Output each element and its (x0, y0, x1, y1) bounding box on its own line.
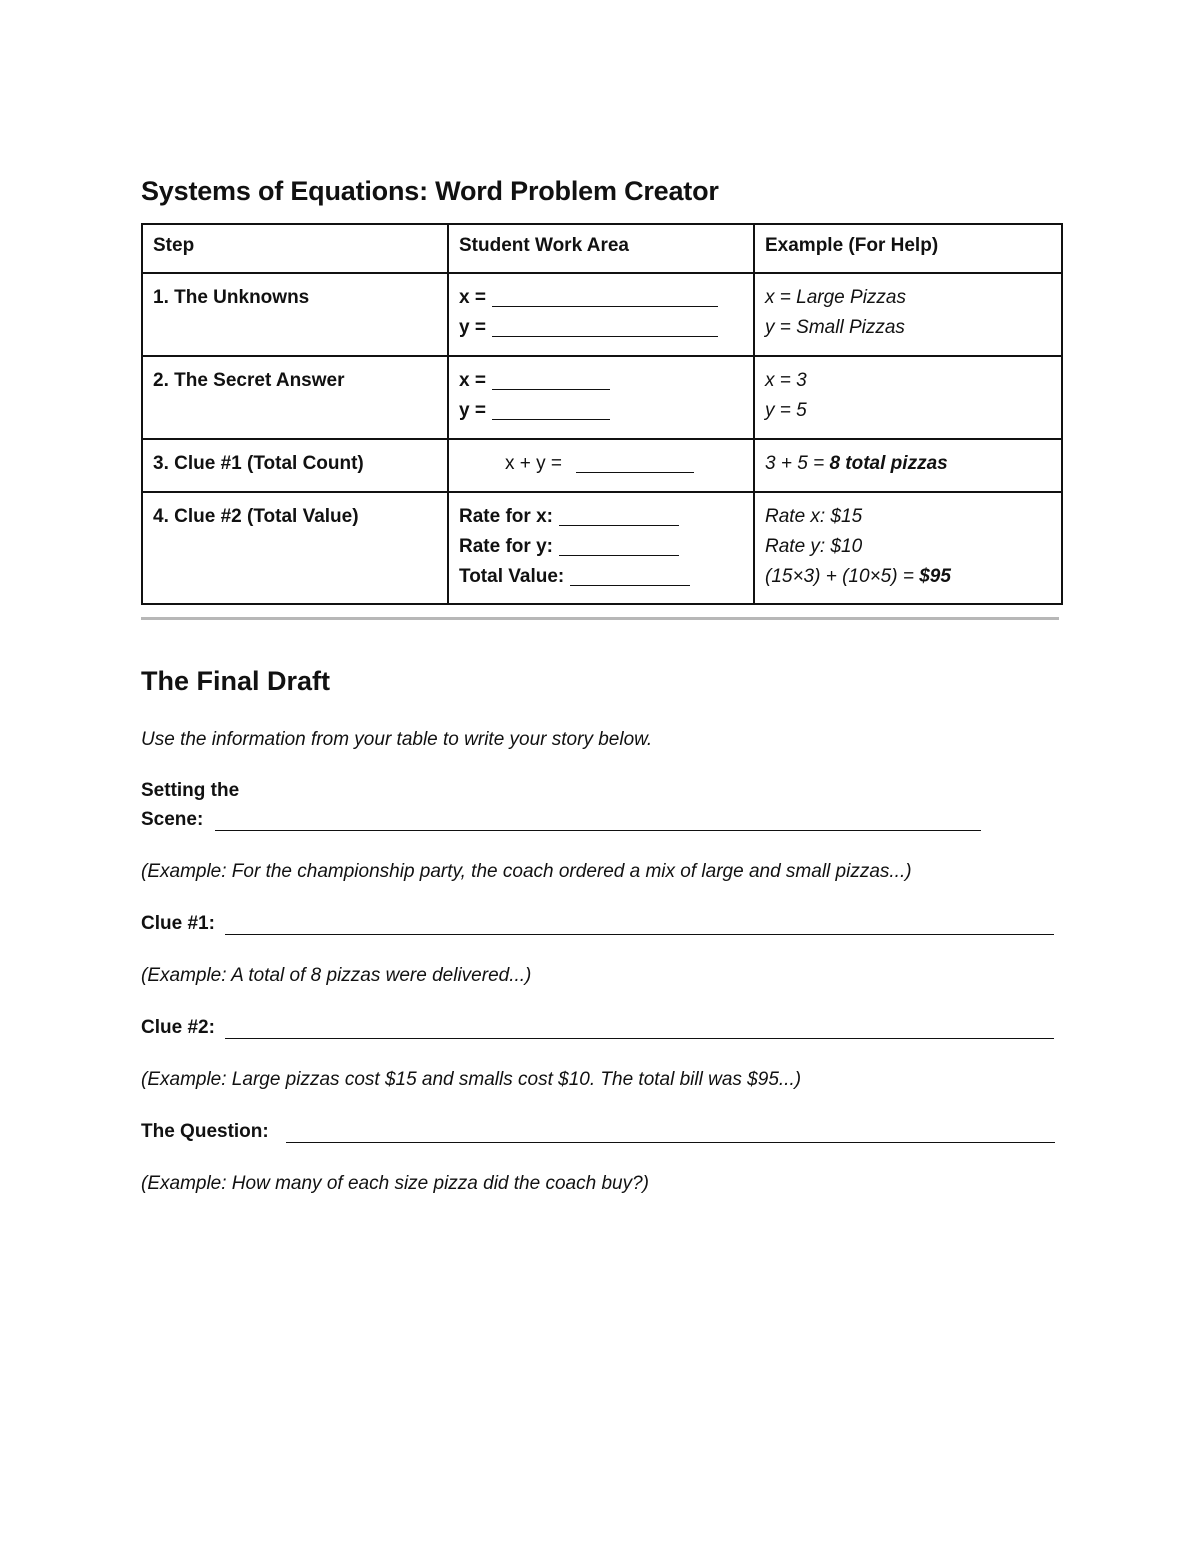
scene-label-line-2: Scene: (141, 809, 204, 830)
step-secret-answer: 2. The Secret Answer (142, 356, 448, 439)
work-area-clue-1 (448, 439, 754, 492)
example-sum-prefix: 3 + 5 = (765, 453, 825, 474)
planning-table (141, 223, 1063, 605)
example-total-prefix: (15×3) + (10×5) = (765, 566, 914, 587)
step-clue-2: 4. Clue #2 (Total Value) (142, 492, 448, 604)
total-count-blank[interactable] (576, 450, 694, 473)
total-value-blank[interactable] (570, 563, 690, 586)
final-draft-instructions: Use the information from your table to write your story below. (141, 729, 653, 750)
table-row (142, 492, 1062, 604)
clue-2-example: (Example: Large pizzas cost $15 and smalls cost $10. The total bill was $95...) (141, 1069, 802, 1090)
clue-2-writing-line[interactable] (225, 1038, 1054, 1039)
y-label: y = (459, 400, 486, 421)
work-area-clue-2 (448, 492, 754, 604)
y-answer-blank[interactable] (492, 397, 610, 420)
table-header-row (142, 224, 1062, 273)
header-student-work-area: Student Work Area (448, 224, 754, 273)
sum-equation-label: x + y = (505, 453, 563, 474)
final-draft-title: The Final Draft (141, 666, 331, 696)
example-rate-x: Rate x: $15 (765, 506, 863, 527)
page-title: Systems of Equations: Word Problem Creator (141, 176, 719, 206)
clue-1-example: (Example: A total of 8 pizzas were delivered...) (141, 965, 532, 986)
x-unknown-blank[interactable] (492, 284, 718, 307)
example-unknowns (754, 273, 1062, 356)
table-row (142, 356, 1062, 439)
work-area-secret-answer (448, 356, 754, 439)
step-clue-1: 3. Clue #1 (Total Count) (142, 439, 448, 492)
clue-2-label: Clue #2: (141, 1017, 215, 1038)
section-divider (141, 617, 1059, 620)
question-label: The Question: (141, 1121, 269, 1142)
table-row (142, 273, 1062, 356)
total-value-label: Total Value: (459, 566, 565, 587)
example-sum-result: 8 total pizzas (829, 453, 948, 474)
y-unknown-blank[interactable] (492, 314, 718, 337)
header-step: Step (142, 224, 448, 273)
scene-writing-line[interactable] (215, 830, 981, 831)
example-x-value: x = 3 (765, 370, 807, 391)
rate-x-blank[interactable] (559, 503, 679, 526)
x-label: x = (459, 287, 486, 308)
y-label: y = (459, 317, 486, 338)
example-rate-y: Rate y: $10 (765, 536, 863, 557)
x-label: x = (459, 370, 486, 391)
header-example: Example (For Help) (754, 224, 1062, 273)
rate-y-blank[interactable] (559, 533, 679, 556)
example-secret-answer (754, 356, 1062, 439)
clue-1-writing-line[interactable] (225, 934, 1054, 935)
question-example: (Example: How many of each size pizza did the coach buy?) (141, 1173, 649, 1194)
work-area-unknowns (448, 273, 754, 356)
example-y: y = Small Pizzas (765, 317, 905, 338)
rate-x-label: Rate for x: (459, 506, 553, 527)
clue-1-label: Clue #1: (141, 913, 215, 934)
rate-y-label: Rate for y: (459, 536, 553, 557)
x-answer-blank[interactable] (492, 367, 610, 390)
example-total-result: $95 (919, 566, 951, 587)
example-clue-2 (754, 492, 1062, 604)
example-y-value: y = 5 (765, 400, 807, 421)
example-clue-1 (754, 439, 1062, 492)
table-row (142, 439, 1062, 492)
scene-example: (Example: For the championship party, the coach ordered a mix of large and small pizzas...) (141, 861, 912, 882)
example-x: x = Large Pizzas (765, 287, 906, 308)
question-writing-line[interactable] (286, 1142, 1055, 1143)
step-unknowns: 1. The Unknowns (142, 273, 448, 356)
scene-label-line-1: Setting the (141, 780, 240, 801)
